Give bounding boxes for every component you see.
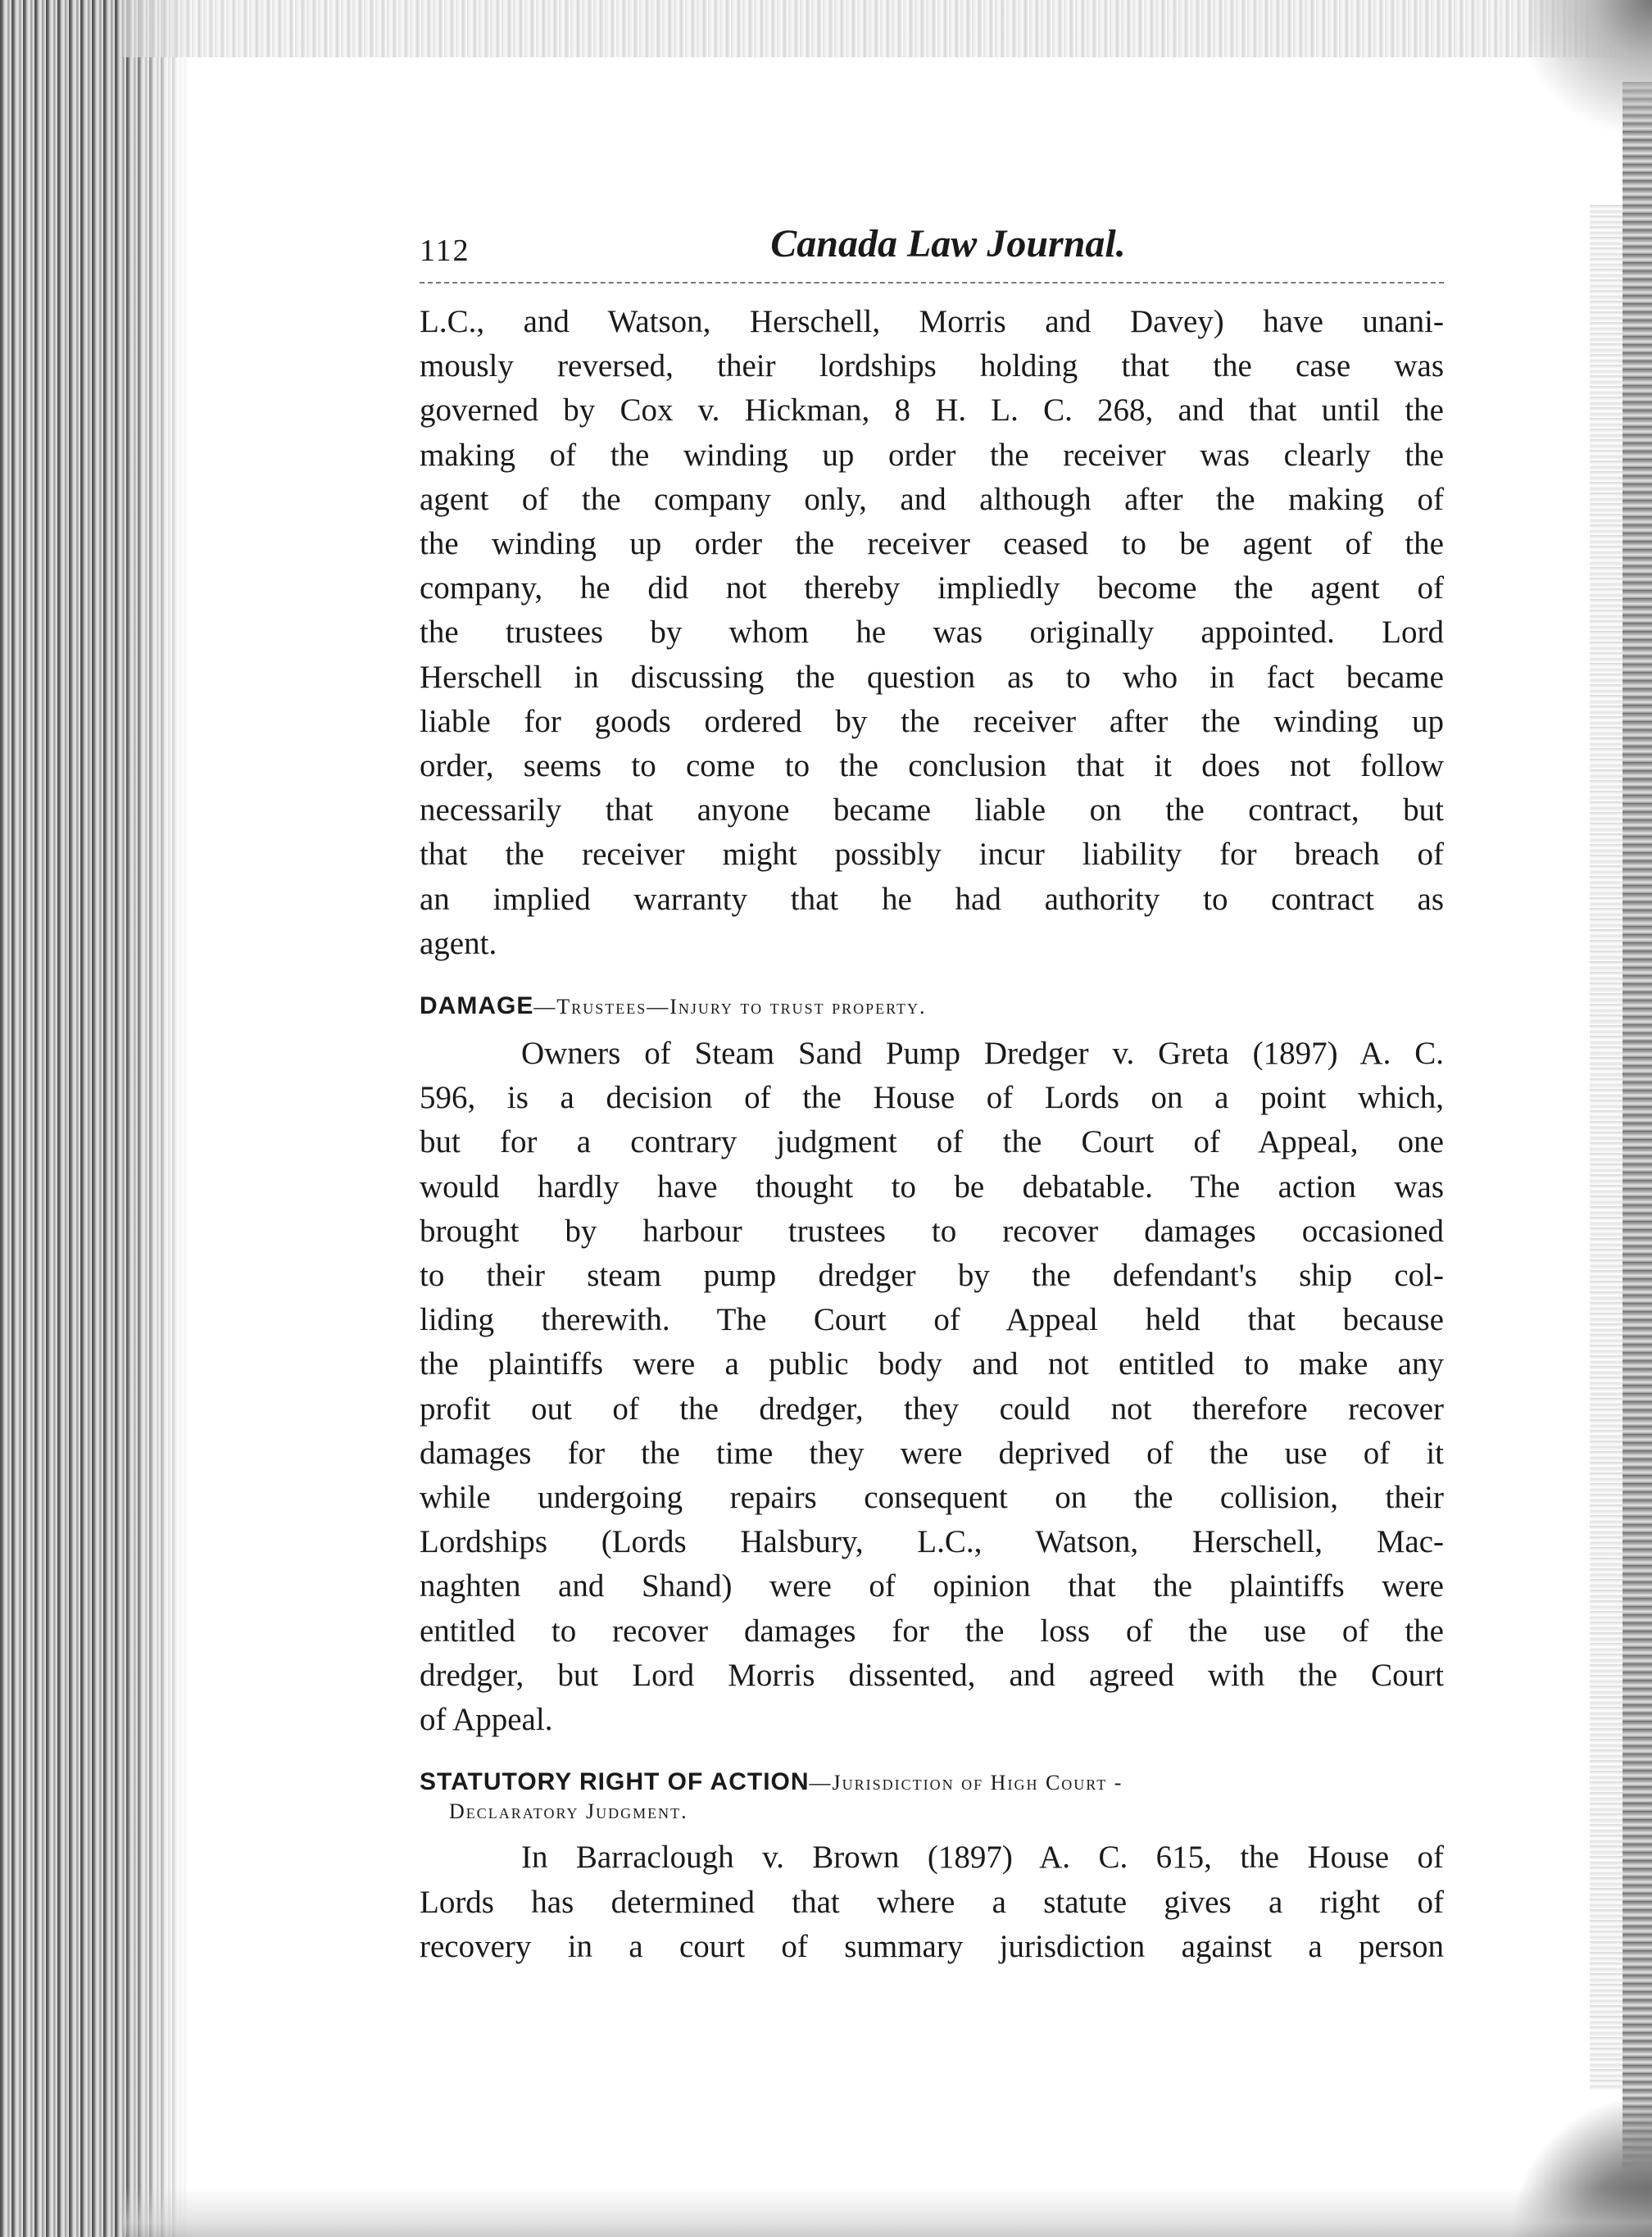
- text-line: dredger, but Lord Morris dissented, and agreed with the Court: [420, 1657, 1444, 1693]
- text-line: necessarily that anyone became liable on the contract, but: [420, 792, 1444, 828]
- text-line: agent.: [420, 925, 497, 961]
- text-line: the winding up order the receiver ceased to be agent of the: [420, 526, 1444, 562]
- text-line: liable for goods ordered by the receiver after the winding up: [420, 703, 1444, 739]
- text-line: Lords has determined that where a statute gives a right of: [420, 1884, 1444, 1920]
- text-line: entitled to recover damages for the loss of the use of the: [420, 1613, 1444, 1649]
- running-head: [420, 221, 1444, 284]
- text-line: recovery in a court of summary jurisdiction against a person: [420, 1928, 1444, 1964]
- text-line: that the receiver might possibly incur liability for breach of: [420, 837, 1444, 873]
- text-line: mously reversed, their lordships holding that the case was: [420, 348, 1444, 384]
- text-line: 596, is a decision of the House of Lords on a point which,: [420, 1080, 1444, 1116]
- damage-paragraph: [420, 1032, 1444, 1742]
- section-heading-title: STATUTORY RIGHT OF ACTION: [420, 1768, 810, 1796]
- scan-left-edge: [0, 0, 188, 2237]
- section-heading-subtitle: —Jurisdiction of High Court -: [809, 1771, 1123, 1795]
- scan-right-shadow: [1590, 205, 1622, 2090]
- text-line: the plaintiffs were a public body and not entitled to make any: [420, 1346, 1444, 1382]
- text-line: an implied warranty that he had authority to contract as: [420, 881, 1444, 917]
- statutory-paragraph: [420, 1835, 1444, 1969]
- text-line: brought by harbour trustees to recover damages occasioned: [420, 1213, 1444, 1249]
- scan-top-edge: [123, 0, 1652, 57]
- text-line: of Appeal.: [420, 1702, 553, 1738]
- text-line: liding therewith. The Court of Appeal held that because: [420, 1302, 1444, 1338]
- section-heading-title: DAMAGE: [420, 992, 534, 1020]
- section-heading-damage: [420, 992, 1444, 1022]
- page: [420, 221, 1444, 1969]
- scan-corner-top-right: [1529, 0, 1652, 156]
- section-heading-continuation: Declaratory Judgment.: [449, 1799, 688, 1824]
- text-line: agent of the company only, and although after the making of: [420, 481, 1444, 517]
- section-heading-statutory: [420, 1768, 1444, 1826]
- scan-bottom-edge: [123, 2188, 1652, 2237]
- text-line: to their steam pump dredger by the defendant's ship col-: [420, 1258, 1444, 1294]
- text-line: while undergoing repairs consequent on the collision, their: [420, 1480, 1444, 1516]
- section-heading-subtitle: —Trustees—Injury to trust property.: [533, 995, 927, 1019]
- text-line: In Barraclough v. Brown (1897) A. C. 615, the House of: [521, 1840, 1444, 1876]
- page-number: 112: [420, 234, 470, 268]
- text-line: order, seems to come to the conclusion that it does not follow: [420, 748, 1444, 784]
- text-line: company, he did not thereby impliedly become the agent of: [420, 570, 1444, 606]
- text-line: profit out of the dredger, they could not therefore recover: [420, 1391, 1444, 1427]
- text-line: making of the winding up order the receiver was clearly the: [420, 437, 1444, 473]
- continuation-paragraph: [420, 300, 1444, 966]
- text-line: Herschell in discussing the question as to who in fact became: [420, 659, 1444, 695]
- text-line: governed by Cox v. Hickman, 8 H. L. C. 268, and that until the: [420, 392, 1444, 429]
- journal-title: Canada Law Journal.: [770, 222, 1126, 265]
- text-line: Lordships (Lords Halsbury, L.C., Watson, Herschell, Mac-: [420, 1524, 1444, 1560]
- scan-right-edge: [1622, 82, 1652, 2180]
- text-line: but for a contrary judgment of the Court of Appeal, one: [420, 1124, 1444, 1160]
- text-line: would hardly have thought to be debatable. The action was: [420, 1168, 1444, 1205]
- text-line: Owners of Steam Sand Pump Dredger v. Greta (1897) A. C.: [521, 1036, 1444, 1072]
- text-line: the trustees by whom he was originally appointed. Lord: [420, 615, 1444, 651]
- text-line: damages for the time they were deprived of the use of it: [420, 1435, 1444, 1471]
- text-line: naghten and Shand) were of opinion that the plaintiffs were: [420, 1568, 1444, 1604]
- text-line: L.C., and Watson, Herschell, Morris and Davey) have unani-: [420, 304, 1444, 339]
